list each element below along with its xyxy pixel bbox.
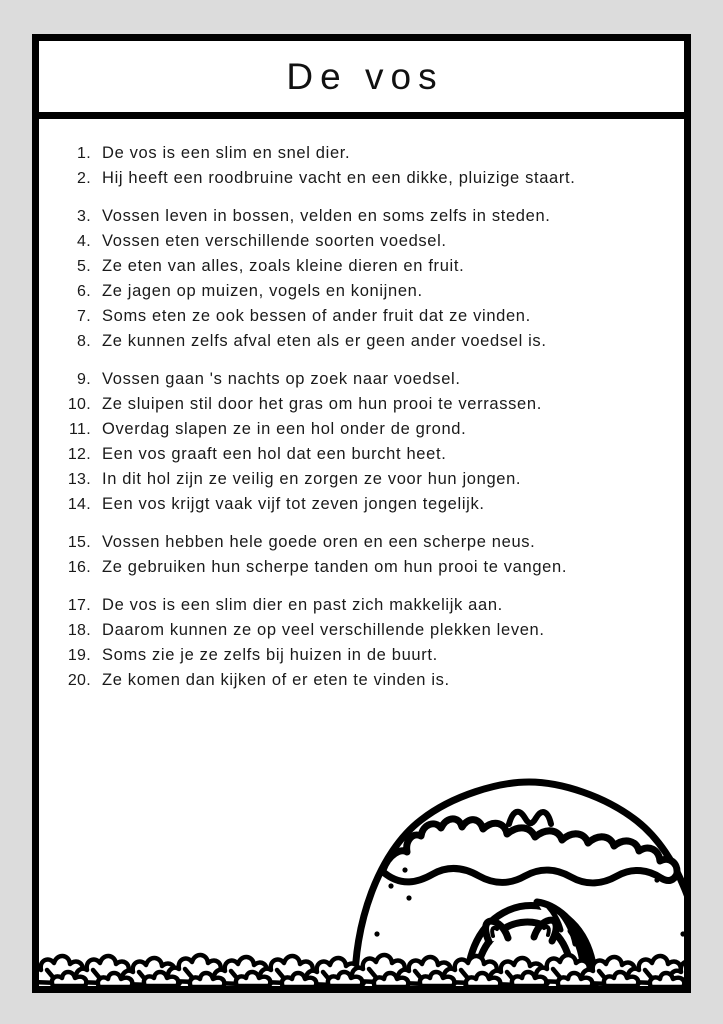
sentence-number: 6. [77, 283, 91, 300]
sentence-text: Vossen eten verschillende soorten voedsel. [102, 232, 447, 250]
sentence-line [64, 257, 674, 282]
sentence-number: 19. [67, 647, 91, 664]
sentence-text: Ze sluipen stil door het gras om hun prooi te verrassen. [102, 395, 542, 413]
sentence-line [64, 445, 674, 470]
sentence-text: Vossen leven in bossen, velden en soms zelfs in steden. [102, 207, 551, 225]
sentence-number: 13. [67, 471, 91, 488]
sentence-text: Ze komen dan kijken of er eten te vinden is. [102, 671, 450, 689]
sentence-line [64, 420, 674, 445]
sentence-number: 1. [77, 145, 91, 162]
sentence-text: Ze eten van alles, zoals kleine dieren en fruit. [102, 257, 465, 275]
sentence-line [64, 671, 674, 696]
sentence-number: 15. [67, 534, 91, 551]
sentence-number: 4. [77, 233, 91, 250]
sentence-number: 7. [77, 308, 91, 325]
sentence-line [64, 207, 674, 232]
sentence-number: 5. [77, 258, 91, 275]
sentence-number: 2. [77, 170, 91, 187]
sentence-number: 20. [67, 672, 91, 689]
sentence-line [64, 621, 674, 646]
sentence-text: In dit hol zijn ze veilig en zorgen ze voor hun jongen. [102, 470, 522, 488]
leaf-pile-border [32, 920, 691, 990]
sentence-line [64, 232, 674, 257]
sentence-text: Ze kunnen zelfs afval eten als er geen ander voedsel is. [102, 332, 547, 350]
sentence-text: Een vos krijgt vaak vijf tot zeven jongen tegelijk. [102, 495, 485, 513]
sentence-text: Daarom kunnen ze op veel verschillende plekken leven. [102, 621, 545, 639]
sentence-number: 3. [77, 208, 91, 225]
sentence-text: Vossen hebben hele goede oren en een scherpe neus. [102, 533, 536, 551]
worksheet-body [32, 119, 691, 993]
sentence-text: Ze gebruiken hun scherpe tanden om hun prooi te vangen. [102, 558, 568, 576]
page-title: De vos [286, 56, 444, 97]
sentence-text: Soms eten ze ook bessen of ander fruit dat ze vinden. [102, 307, 531, 325]
sentence-line [64, 533, 674, 558]
sentence-number: 16. [67, 559, 91, 576]
sentence-line [64, 332, 674, 357]
sentence-line [64, 307, 674, 332]
sentence-text: Hij heeft een roodbruine vacht en een dikke, pluizige staart. [102, 169, 576, 187]
sentence-line [64, 470, 674, 495]
sentence-text: Een vos graaft een hol dat een burcht heet. [102, 445, 447, 463]
sentence-number: 17. [67, 597, 91, 614]
sentence-number: 8. [77, 333, 91, 350]
sentence-line [64, 495, 674, 520]
sentence-number: 9. [77, 371, 91, 388]
sentence-number: 11. [69, 421, 91, 438]
sentence-line [64, 596, 674, 621]
sentence-text: Soms zie je ze zelfs bij huizen in de buurt. [102, 646, 438, 664]
sentence-line [64, 282, 674, 307]
sentence-text: De vos is een slim dier en past zich makkelijk aan. [102, 596, 503, 614]
worksheet-sheet [32, 34, 691, 993]
sentence-number: 14. [67, 496, 91, 513]
sentence-line [64, 395, 674, 420]
title-box [32, 34, 691, 119]
sentence-text: Overdag slapen ze in een hol onder de grond. [102, 420, 467, 438]
sentence-text: Vossen gaan 's nachts op zoek naar voedsel. [102, 370, 461, 388]
sentence-text: De vos is een slim en snel dier. [102, 144, 351, 162]
sentence-number: 18. [67, 622, 91, 639]
sentence-line [64, 144, 674, 169]
sentence-line [64, 370, 674, 395]
sentence-number: 12. [67, 446, 91, 463]
sentence-line [64, 169, 674, 194]
sentence-line [64, 646, 674, 671]
sentence-text: Ze jagen op muizen, vogels en konijnen. [102, 282, 423, 300]
fox-in-burrow-illustration [349, 774, 691, 993]
sentence-line [64, 558, 674, 583]
sentence-list [39, 119, 684, 696]
sentence-number: 10. [67, 396, 91, 413]
